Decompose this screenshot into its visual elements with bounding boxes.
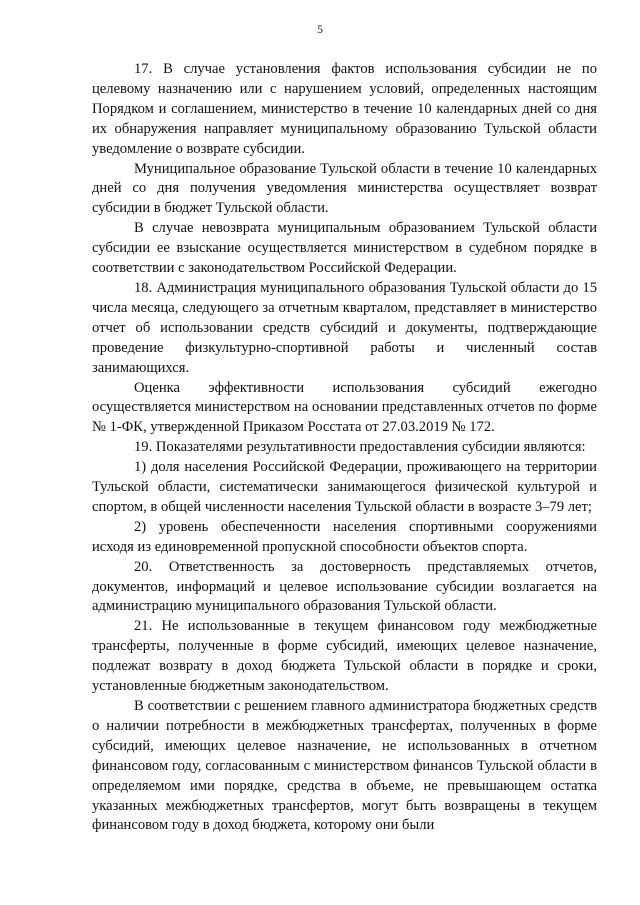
paragraph-18: 18. Администрация муниципального образования Тульской области до 15 числа месяца, следующего за отчетным кварталом, представляет в министерство отчет об использовании средств субсидий и документы, подтверждающие проведение физкультурно-спортивной работы и численный состав занимающихся. (92, 279, 597, 376)
paragraph-non-return: В случае невозврата муниципальным образованием Тульской области субсидии ее взыскание осуществляется министерством в судебном порядке в соответствии с законодательством Российской Федерации. (92, 220, 597, 277)
paragraph-21: 21. Не использованные в текущем финансовом году межбюджетные трансферты, полученные в форме субсидий, имеющих целевое назначение, подлежат возврату в доход бюджета Тульской области в порядке и сроки, установленные бюджетным законодательством. (92, 618, 597, 695)
paragraph-19: 19. Показателями результативности предоставления субсидии являются: (134, 439, 586, 456)
document-body (92, 60, 597, 836)
paragraph-17: 17. В случае установления фактов использования субсидии не по целевому назначению или с нарушением условий, определенных настоящим Порядком и соглашением, министерство в течение 10 календарных дней со дня их обнаружения направляет муниципальному образованию Тульской области уведомление о возврате субсидии. (92, 61, 597, 157)
paragraph-efficiency: Оценка эффективности использования субсидий ежегодно осуществляется министерством на основании представленных отчетов по форме № 1-ФК, утвержденной Приказом Росстата от 27.03.2019 № 172. (92, 379, 597, 436)
list-item-1: 1) доля населения Российской Федерации, проживающего на территории Тульской области, систематически занимающегося физической культурой и спортом, в общей численности населения Тульской области в возрасте 3–79 лет; (92, 459, 597, 515)
paragraph-20: 20. Ответственность за достоверность представляемых отчетов, документов, информаций и целевое использование субсидии возлагается на администрацию муниципального образования Тульской области. (92, 558, 597, 615)
list-item-2: 2) уровень обеспеченности населения спортивными сооружениями исходя из единовременной пропускной способности объектов спорта. (92, 518, 597, 555)
paragraph-decision: В соответствии с решением главного администратора бюджетных средств о наличии потребности в межбюджетных трансфертах, полученных в форме субсидий, имеющих целевое назначение, не использованных в отчетном финансовом году, согласованным с министерством финансов Тульской области в определяемом ими порядке, средства в объеме, не превышающем остатка указанных межбюджетных трансфертов, могут быть возвращены в текущем финансовом году в доход бюджета, которому они были (92, 698, 597, 834)
paragraph-municipal-return: Муниципальное образование Тульской области в течение 10 календарных дней со дня получения уведомления министерства осуществляет возврат субсидии в бюджет Тульской области. (92, 160, 597, 217)
page-number: 5 (317, 22, 323, 36)
